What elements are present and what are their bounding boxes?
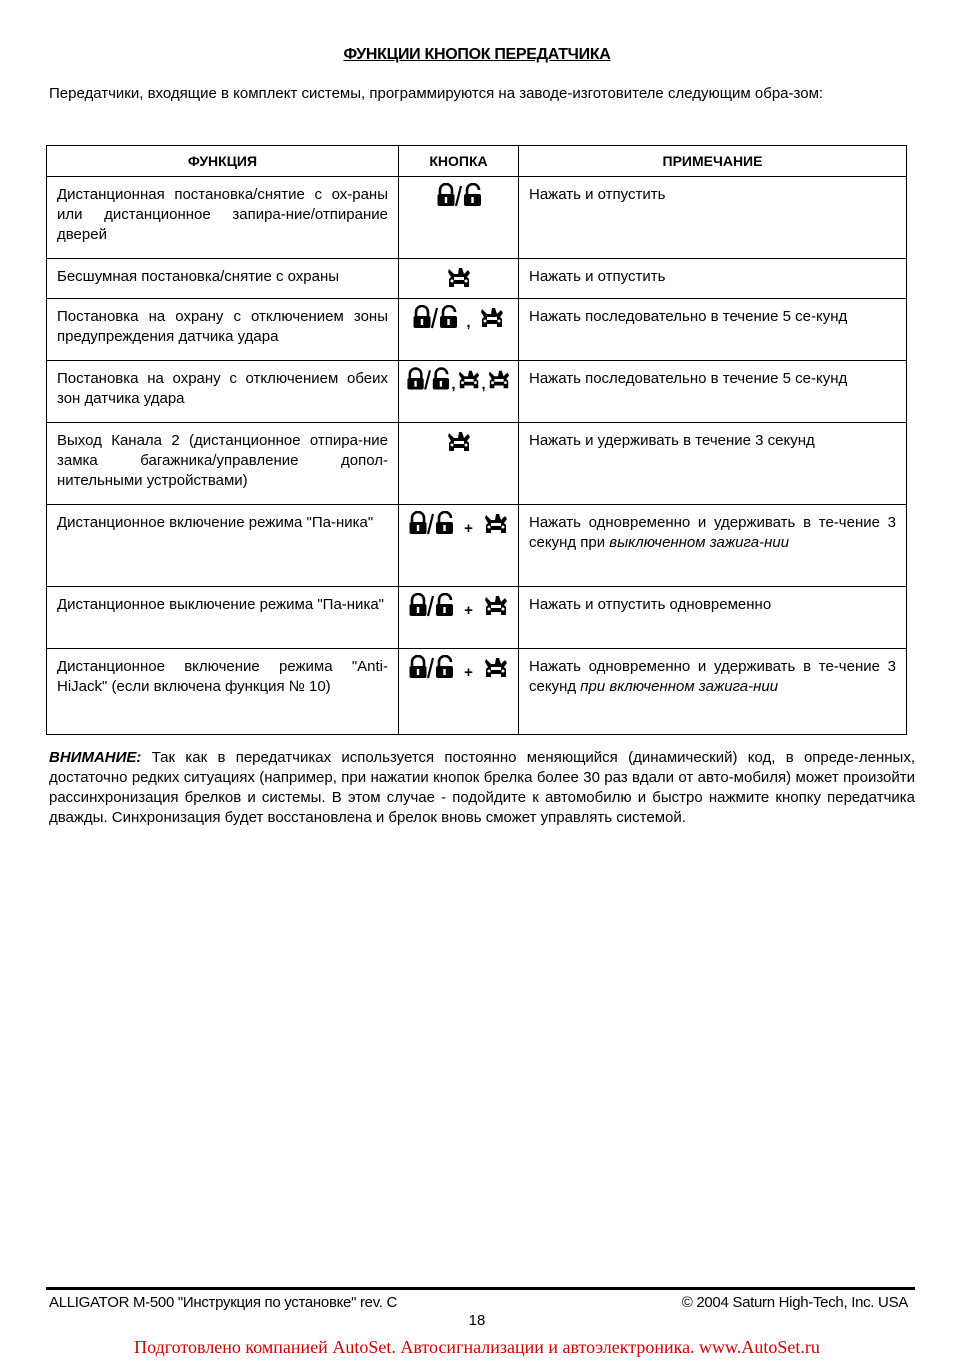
- car-silent-icon: [487, 367, 511, 391]
- warning-label: ВНИМАНИЕ:: [49, 749, 142, 766]
- function-cell: Постановка на охрану с отключением зоны предупреждения датчика удара: [47, 299, 399, 361]
- lock-unlock-icon: [406, 367, 450, 391]
- button-cell: [399, 587, 519, 649]
- car-silent-icon: [457, 367, 481, 391]
- table-row: [47, 587, 907, 649]
- button-cell: [399, 177, 519, 259]
- function-cell: Дистанционное выключение режима "Па-ника": [47, 587, 399, 649]
- plus-separator: +: [464, 664, 473, 681]
- function-cell: Дистанционное включение режима "Anti-HiJack" (если включена функция № 10): [47, 649, 399, 735]
- intro-paragraph: Передатчики, входящие в комплект системы, программируются на заводе-изготовителе следующим обра-зом:: [49, 85, 824, 102]
- table-row: [47, 259, 907, 299]
- plus-separator: +: [464, 520, 473, 537]
- table-row: [47, 299, 907, 361]
- credit-line: Подготовлено компанией AutoSet. Автосигнализации и автоэлектроника. www.AutoSet.ru: [134, 1337, 820, 1357]
- page-number: 18: [468, 1312, 486, 1329]
- lock-unlock-icon: [408, 593, 454, 617]
- note-cell: Нажать и отпустить: [519, 177, 907, 259]
- footer-divider: [46, 1287, 915, 1290]
- note-cell: Нажать одновременно и удерживать в те-чение 3 секунд при включенном зажига-нии: [519, 649, 907, 735]
- lock-unlock-icon: [436, 183, 482, 207]
- function-cell: Выход Канала 2 (дистанционное отпира-ние замка багажника/управление допол-нительными устройствами): [47, 423, 399, 505]
- button-cell: [399, 259, 519, 299]
- page-title: ФУНКЦИИ КНОПОК ПЕРЕДАТЧИКА: [343, 46, 611, 63]
- comma-separator: ,: [451, 376, 456, 393]
- lock-unlock-icon: [408, 511, 454, 535]
- note-cell: Нажать последовательно в течение 5 се-кунд: [519, 299, 907, 361]
- footer-document-title: ALLIGATOR M-500 "Инструкция по установке" rev. C: [49, 1294, 398, 1311]
- car-silent-icon: [483, 655, 509, 679]
- car-silent-icon: [479, 305, 505, 329]
- table-row: [47, 177, 907, 259]
- button-cell: [399, 505, 519, 587]
- button-cell: [399, 423, 519, 505]
- note-cell: Нажать и удерживать в течение 3 секунд: [519, 423, 907, 505]
- button-cell: [399, 361, 519, 423]
- table-row: [47, 649, 907, 735]
- function-cell: Постановка на охрану с отключением обеих зон датчика удара: [47, 361, 399, 423]
- function-cell: Дистанционная постановка/снятие с ох-раны или дистанционное запира-ние/отпирание дверей: [47, 177, 399, 259]
- car-silent-icon: [446, 429, 472, 453]
- note-cell: Нажать и отпустить: [519, 259, 907, 299]
- header-note: ПРИМЕЧАНИЕ: [519, 146, 907, 177]
- warning-paragraph: [49, 748, 915, 828]
- car-silent-icon: [483, 593, 509, 617]
- table-header-row: [47, 146, 907, 177]
- functions-table: [46, 145, 907, 735]
- plus-separator: +: [464, 602, 473, 619]
- comma-separator: ,: [481, 376, 486, 393]
- table-row: [47, 505, 907, 587]
- note-cell: Нажать одновременно и удерживать в те-чение 3 секунд при выключенном зажига-нии: [519, 505, 907, 587]
- car-silent-icon: [446, 265, 472, 289]
- warning-text: Так как в передатчиках используется постоянно меняющийся (динамический) код, в опреде-ленных, достаточно редких ситуациях (например, при нажатии кнопок брелка более 30 раз вдали от авто-мобиля) может произойти рассинхронизация брелков и системы. В этом случае - подойдите к автомобилю и быстро нажмите кнопку передатчика дважды. Синхронизация будет восстановлена и брелок вновь сможет управлять системой.: [49, 749, 915, 826]
- lock-unlock-icon: [412, 305, 458, 329]
- header-button: КНОПКА: [399, 146, 519, 177]
- footer-copyright: © 2004 Saturn High-Tech, Inc. USA: [681, 1294, 908, 1311]
- table-row: [47, 423, 907, 505]
- function-cell: Бесшумная постановка/снятие с охраны: [47, 259, 399, 299]
- button-cell: [399, 649, 519, 735]
- lock-unlock-icon: [408, 655, 454, 679]
- note-cell: Нажать последовательно в течение 5 се-кунд: [519, 361, 907, 423]
- car-silent-icon: [483, 511, 509, 535]
- header-function: ФУНКЦИЯ: [47, 146, 399, 177]
- note-cell: Нажать и отпустить одновременно: [519, 587, 907, 649]
- comma-separator: ,: [466, 314, 471, 331]
- function-cell: Дистанционное включение режима "Па-ника": [47, 505, 399, 587]
- button-cell: [399, 299, 519, 361]
- table-row: [47, 361, 907, 423]
